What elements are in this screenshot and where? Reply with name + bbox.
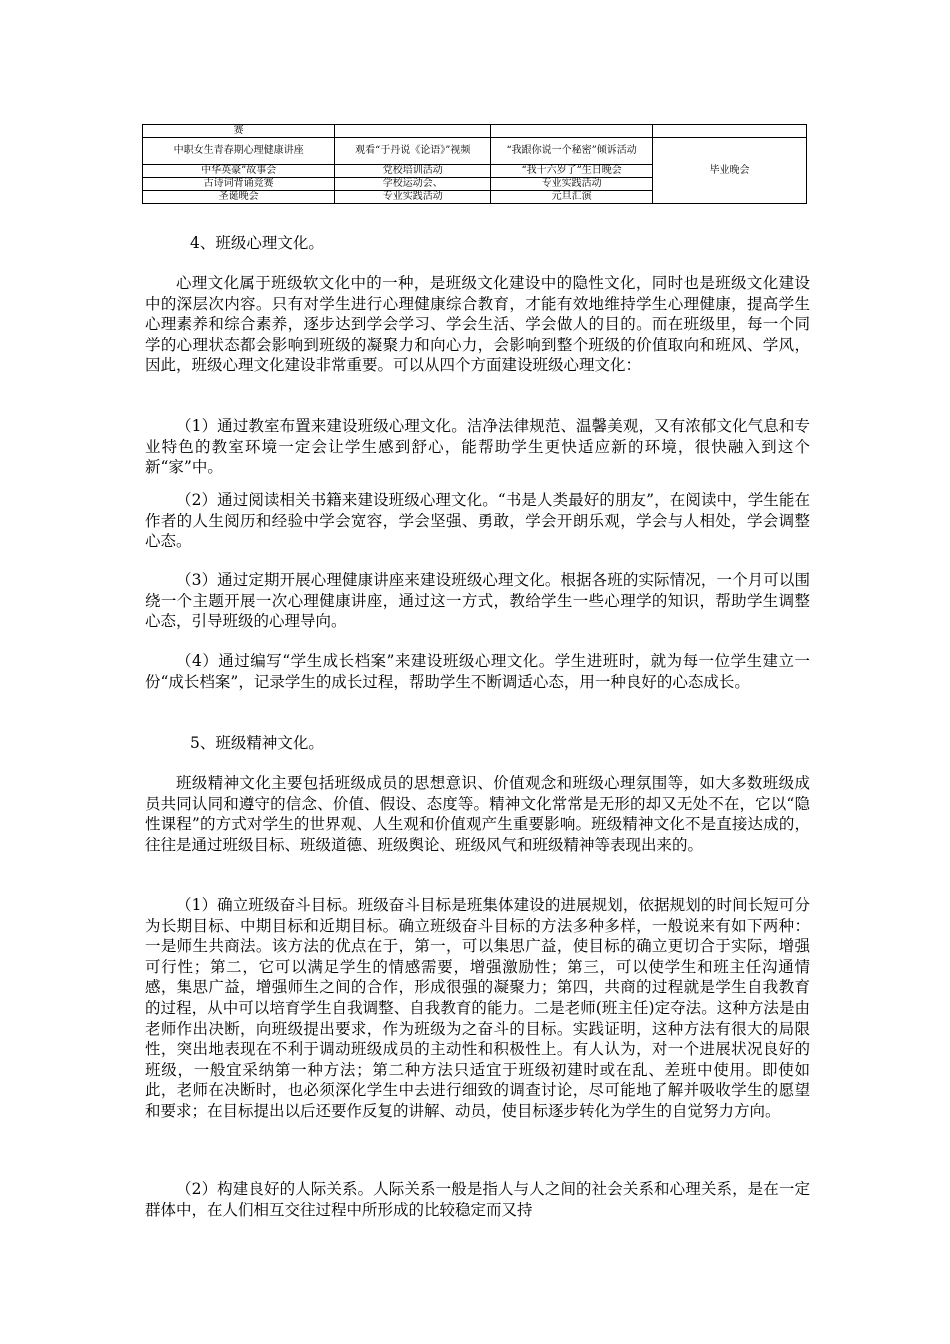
section-heading: 5、班级精神文化。 bbox=[190, 734, 324, 752]
table-cell: 学校运动会、 bbox=[335, 178, 491, 191]
table-cell bbox=[491, 125, 653, 138]
table-cell: 党校培训活动 bbox=[335, 165, 491, 178]
paragraph: （4）通过编写“学生成长档案”来建设班级心理文化。学生进班时，就为每一位学生建立一份“成长档案”，记录学生的成长过程，帮助学生不断调适心态，用一种良好的心态成长。 bbox=[145, 652, 810, 691]
paragraph: 心理文化属于班级软文化中的一种，是班级文化建设中的隐性文化，同时也是班级文化建设中的深层次内容。只有对学生进行心理健康综合教育，才能有效地维持学生心理健康，提高学生心理素养和综合素养，逐步达到学会学习、学会生活、学会做人的目的。而在班级里，每一个同学的心理状态都会影响到班级的凝聚力和向心力，会影响到整个班级的价值取向和班风、学风，因此，班级心理文化建设非常重要。可以从四个方面建设班级心理文化： bbox=[145, 274, 810, 375]
table-cell: 元旦汇演 bbox=[491, 191, 653, 204]
table-cell: 古诗词背诵竞赛 bbox=[143, 178, 335, 191]
paragraph: （2）通过阅读相关书籍来建设班级心理文化。“书是人类最好的朋友”，在阅读中，学生能在作者的人生阅历和经验中学会宽容，学会坚强、勇敢，学会开朗乐观，学会与人相处，学会调整心态。 bbox=[145, 491, 810, 551]
table-cell: 圣诞晚会 bbox=[143, 191, 335, 204]
table-cell: 赛 bbox=[143, 125, 335, 138]
table-row bbox=[143, 125, 807, 138]
paragraph: （3）通过定期开展心理健康讲座来建设班级心理文化。根据各班的实际情况，一个月可以围绕一个主题开展一次心理健康讲座，通过这一方式，教给学生一些心理学的知识，帮助学生调整心态，引导班级的心理导向。 bbox=[145, 571, 810, 631]
paragraph: （1）通过教室布置来建设班级心理文化。洁净法律规范、温馨美观，又有浓郁文化气息和专业特色的教室环境一定会让学生感到舒心，能帮助学生更快适应新的环境，很快融入到这个新“家”中。 bbox=[145, 417, 810, 477]
table-cell: 中华英豪”故事会 bbox=[143, 165, 335, 178]
paragraph: （1）确立班级奋斗目标。班级奋斗目标是班集体建设的进展规划，依据规划的时间长短可分为长期目标、中期目标和近期目标。确立班级奋斗目标的方法多种多样，一般说来有如下两种：一是师生共商法。该方法的优点在于，第一，可以集思广益，使目标的确立更切合于实际，增强可行性；第二，它可以满足学生的情感需要，增强激励性；第三，可以使学生和班主任沟通情感，集思广益，增强师生之间的合作，形成很强的凝聚力；第四，共商的过程就是学生自我教育的过程，从中可以培育学生自我调整、自我教育的能力。二是老师(班主任)定夺法。这种方法是由老师作出决断，向班级提出要求，作为班级为之奋斗的目标。实践证明，这种方法有很大的局限性，突出地表现在不利于调动班级成员的主动性和积极性上。有人认为，对一个进展状况良好的班级，一般宜采纳第一种方法；第二种方法只适宜于班级初建时或在乱、差班中使用。即使如此，老师在决断时，也必须深化学生中去进行细致的调查讨论，尽可能地了解并吸收学生的愿望和要求；在目标提出以后还要作反复的讲解、动员，使目标逐步转化为学生的自觉努力方向。 bbox=[145, 896, 810, 1120]
section-heading: 4、班级心理文化。 bbox=[190, 234, 324, 252]
table-cell: 专业实践活动 bbox=[335, 191, 491, 204]
table-cell: 毕业晚会 bbox=[653, 138, 807, 204]
paragraph: 班级精神文化主要包括班级成员的思想意识、价值观念和班级心理氛围等，如大多数班级成员共同认同和遵守的信念、价值、假设、态度等。精神文化常常是无形的却又无处不在，它以“隐性课程”的方式对学生的世界观、人生观和价值观产生重要影响。班级精神文化不是直接达成的，往往是通过班级目标、班级道德、班级舆论、班级风气和班级精神等表现出来的。 bbox=[145, 774, 810, 854]
paragraph: （2）构建良好的人际关系。人际关系一般是指人与人之间的社会关系和心理关系，是在一定群体中，在人们相互交往过程中所形成的比较稳定而又持 bbox=[145, 1180, 810, 1219]
activity-table bbox=[142, 124, 807, 204]
table-cell: 中职女生青春期心理健康讲座 bbox=[143, 138, 335, 165]
table-row bbox=[143, 138, 807, 165]
table-cell bbox=[653, 125, 807, 138]
table-cell bbox=[335, 125, 491, 138]
table-cell: 观看“于丹说《论语》”视频 bbox=[335, 138, 491, 165]
table-cell: “我跟你说一个秘密”倾诉活动 bbox=[491, 138, 653, 165]
table-cell: 专业实践活动 bbox=[491, 178, 653, 191]
table-cell: “我十六岁了”生日晚会 bbox=[491, 165, 653, 178]
